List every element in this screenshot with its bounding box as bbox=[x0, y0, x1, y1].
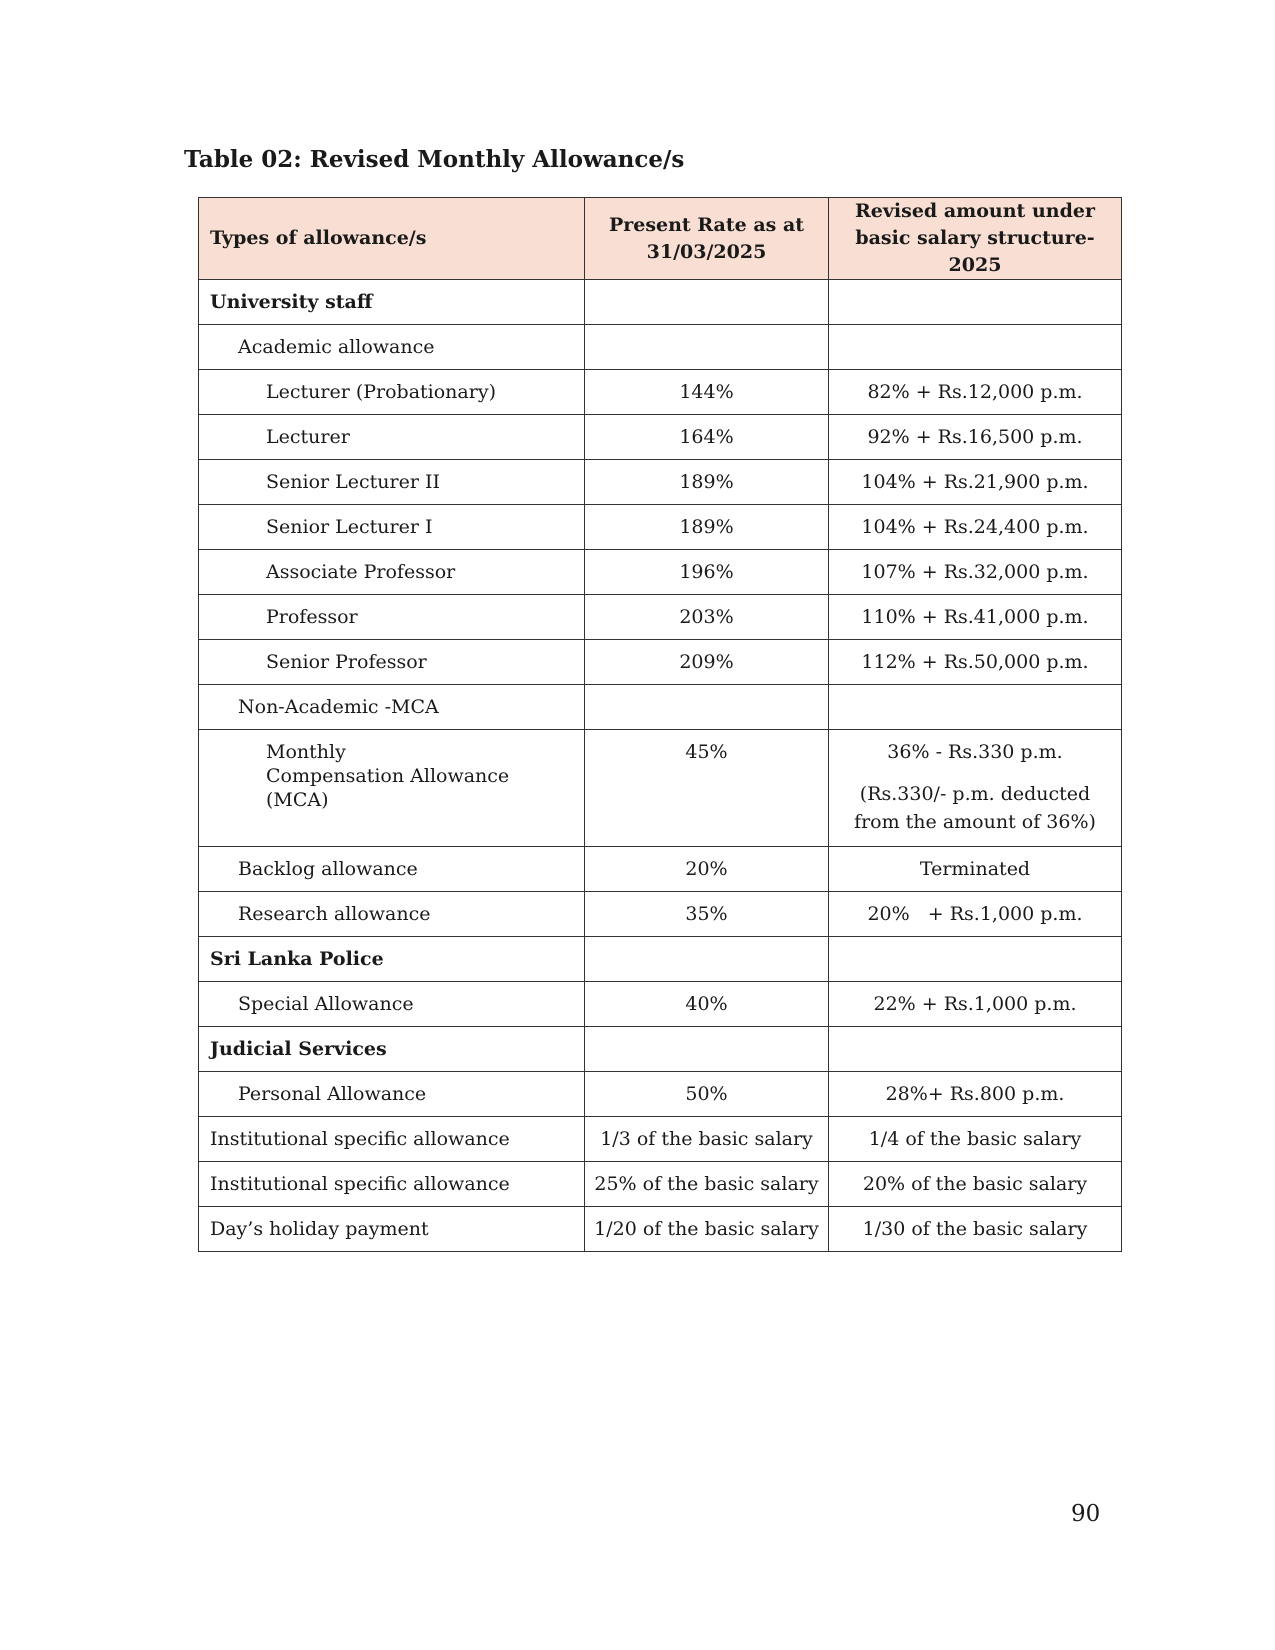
revised-amount-cell: 104% + Rs.24,400 p.m. bbox=[829, 505, 1122, 550]
present-rate-cell: 189% bbox=[585, 505, 829, 550]
header-revised-amount: Revised amount under basic salary structure-2025 bbox=[829, 198, 1122, 280]
present-rate-cell: 144% bbox=[585, 370, 829, 415]
table-row bbox=[199, 1027, 1122, 1072]
header-present-rate: Present Rate as at 31/03/2025 bbox=[585, 198, 829, 280]
revised-amount-cell: 112% + Rs.50,000 p.m. bbox=[829, 640, 1122, 685]
revised-amount-cell: 1/4 of the basic salary bbox=[829, 1117, 1122, 1162]
page-number: 90 bbox=[1071, 1501, 1101, 1527]
allowance-group-label: Academic allowance bbox=[199, 325, 585, 370]
present-rate-cell: 164% bbox=[585, 415, 829, 460]
revised-amount-cell: 28%+ Rs.800 p.m. bbox=[829, 1072, 1122, 1117]
table-row bbox=[199, 370, 1122, 415]
allowance-type-cell: Institutional specific allowance bbox=[199, 1117, 585, 1162]
revised-amount-cell: 82% + Rs.12,000 p.m. bbox=[829, 370, 1122, 415]
allowance-type-line: Compensation Allowance (MCA) bbox=[266, 765, 510, 811]
table-row bbox=[199, 505, 1122, 550]
present-rate-cell bbox=[585, 937, 829, 982]
section-heading: Sri Lanka Police bbox=[199, 937, 585, 982]
present-rate-cell: 209% bbox=[585, 640, 829, 685]
present-rate-cell: 189% bbox=[585, 460, 829, 505]
revised-amount-cell: 22% + Rs.1,000 p.m. bbox=[829, 982, 1122, 1027]
section-heading: University staff bbox=[199, 280, 585, 325]
table-row bbox=[199, 595, 1122, 640]
table-row bbox=[199, 1207, 1122, 1252]
present-rate-cell: 35% bbox=[585, 892, 829, 937]
revised-amount-cell: 20% + Rs.1,000 p.m. bbox=[829, 892, 1122, 937]
allowance-type-cell: Senior Professor bbox=[199, 640, 585, 685]
present-rate-cell: 203% bbox=[585, 595, 829, 640]
revised-amount-cell bbox=[829, 685, 1122, 730]
present-rate-cell: 45% bbox=[585, 730, 829, 847]
table-row bbox=[199, 415, 1122, 460]
revised-amount-cell bbox=[829, 325, 1122, 370]
table-row bbox=[199, 730, 1122, 847]
allowance-type-cell: Special Allowance bbox=[199, 982, 585, 1027]
table-row bbox=[199, 1072, 1122, 1117]
allowance-type-cell: Backlog allowance bbox=[199, 847, 585, 892]
allowance-type-cell: Lecturer (Probationary) bbox=[199, 370, 585, 415]
allowance-type-cell: Lecturer bbox=[199, 415, 585, 460]
revised-amount-cell: 107% + Rs.32,000 p.m. bbox=[829, 550, 1122, 595]
allowance-table bbox=[198, 197, 1122, 1252]
revised-amount-cell: 110% + Rs.41,000 p.m. bbox=[829, 595, 1122, 640]
table-row bbox=[199, 685, 1122, 730]
revised-amount-cell bbox=[829, 937, 1122, 982]
table-row bbox=[199, 937, 1122, 982]
revised-amount-note: (Rs.330/- p.m. deducted from the amount of 36%) bbox=[854, 783, 1096, 833]
table-row bbox=[199, 847, 1122, 892]
revised-amount-cell: 92% + Rs.16,500 p.m. bbox=[829, 415, 1122, 460]
allowance-type-cell: Personal Allowance bbox=[199, 1072, 585, 1117]
allowance-type-cell: Senior Lecturer I bbox=[199, 505, 585, 550]
allowance-type-cell: Institutional specific allowance bbox=[199, 1162, 585, 1207]
present-rate-cell: 1/20 of the basic salary bbox=[585, 1207, 829, 1252]
revised-amount-cell bbox=[829, 1027, 1122, 1072]
table-title: Table 02: Revised Monthly Allowance/s bbox=[184, 146, 685, 173]
allowance-group-label: Non-Academic -MCA bbox=[199, 685, 585, 730]
table-row bbox=[199, 982, 1122, 1027]
table-row bbox=[199, 892, 1122, 937]
present-rate-cell bbox=[585, 685, 829, 730]
present-rate-cell: 1/3 of the basic salary bbox=[585, 1117, 829, 1162]
table-row bbox=[199, 460, 1122, 505]
revised-amount-value: 36% - Rs.330 p.m. bbox=[887, 741, 1063, 763]
revised-amount-cell: 20% of the basic salary bbox=[829, 1162, 1122, 1207]
present-rate-cell: 196% bbox=[585, 550, 829, 595]
header-allowance-type: Types of allowance/s bbox=[199, 198, 585, 280]
revised-amount-cell bbox=[829, 730, 1122, 847]
revised-amount-cell: 1/30 of the basic salary bbox=[829, 1207, 1122, 1252]
present-rate-cell: 50% bbox=[585, 1072, 829, 1117]
table-row bbox=[199, 1162, 1122, 1207]
allowance-type-cell: Associate Professor bbox=[199, 550, 585, 595]
allowance-type-cell bbox=[199, 730, 585, 847]
allowance-type-cell: Professor bbox=[199, 595, 585, 640]
allowance-type-cell: Senior Lecturer II bbox=[199, 460, 585, 505]
revised-amount-cell bbox=[829, 280, 1122, 325]
table-header-row bbox=[199, 198, 1122, 280]
present-rate-cell bbox=[585, 325, 829, 370]
allowance-type-cell: Research allowance bbox=[199, 892, 585, 937]
present-rate-cell bbox=[585, 280, 829, 325]
section-heading: Judicial Services bbox=[199, 1027, 585, 1072]
table-row bbox=[199, 550, 1122, 595]
table-row bbox=[199, 325, 1122, 370]
allowance-type-line: Monthly bbox=[266, 741, 346, 763]
present-rate-cell bbox=[585, 1027, 829, 1072]
table-row bbox=[199, 640, 1122, 685]
present-rate-cell: 25% of the basic salary bbox=[585, 1162, 829, 1207]
present-rate-cell: 20% bbox=[585, 847, 829, 892]
table-row bbox=[199, 280, 1122, 325]
table-row bbox=[199, 1117, 1122, 1162]
revised-amount-cell: 104% + Rs.21,900 p.m. bbox=[829, 460, 1122, 505]
present-rate-cell: 40% bbox=[585, 982, 829, 1027]
allowance-type-cell: Day’s holiday payment bbox=[199, 1207, 585, 1252]
revised-amount-cell: Terminated bbox=[829, 847, 1122, 892]
